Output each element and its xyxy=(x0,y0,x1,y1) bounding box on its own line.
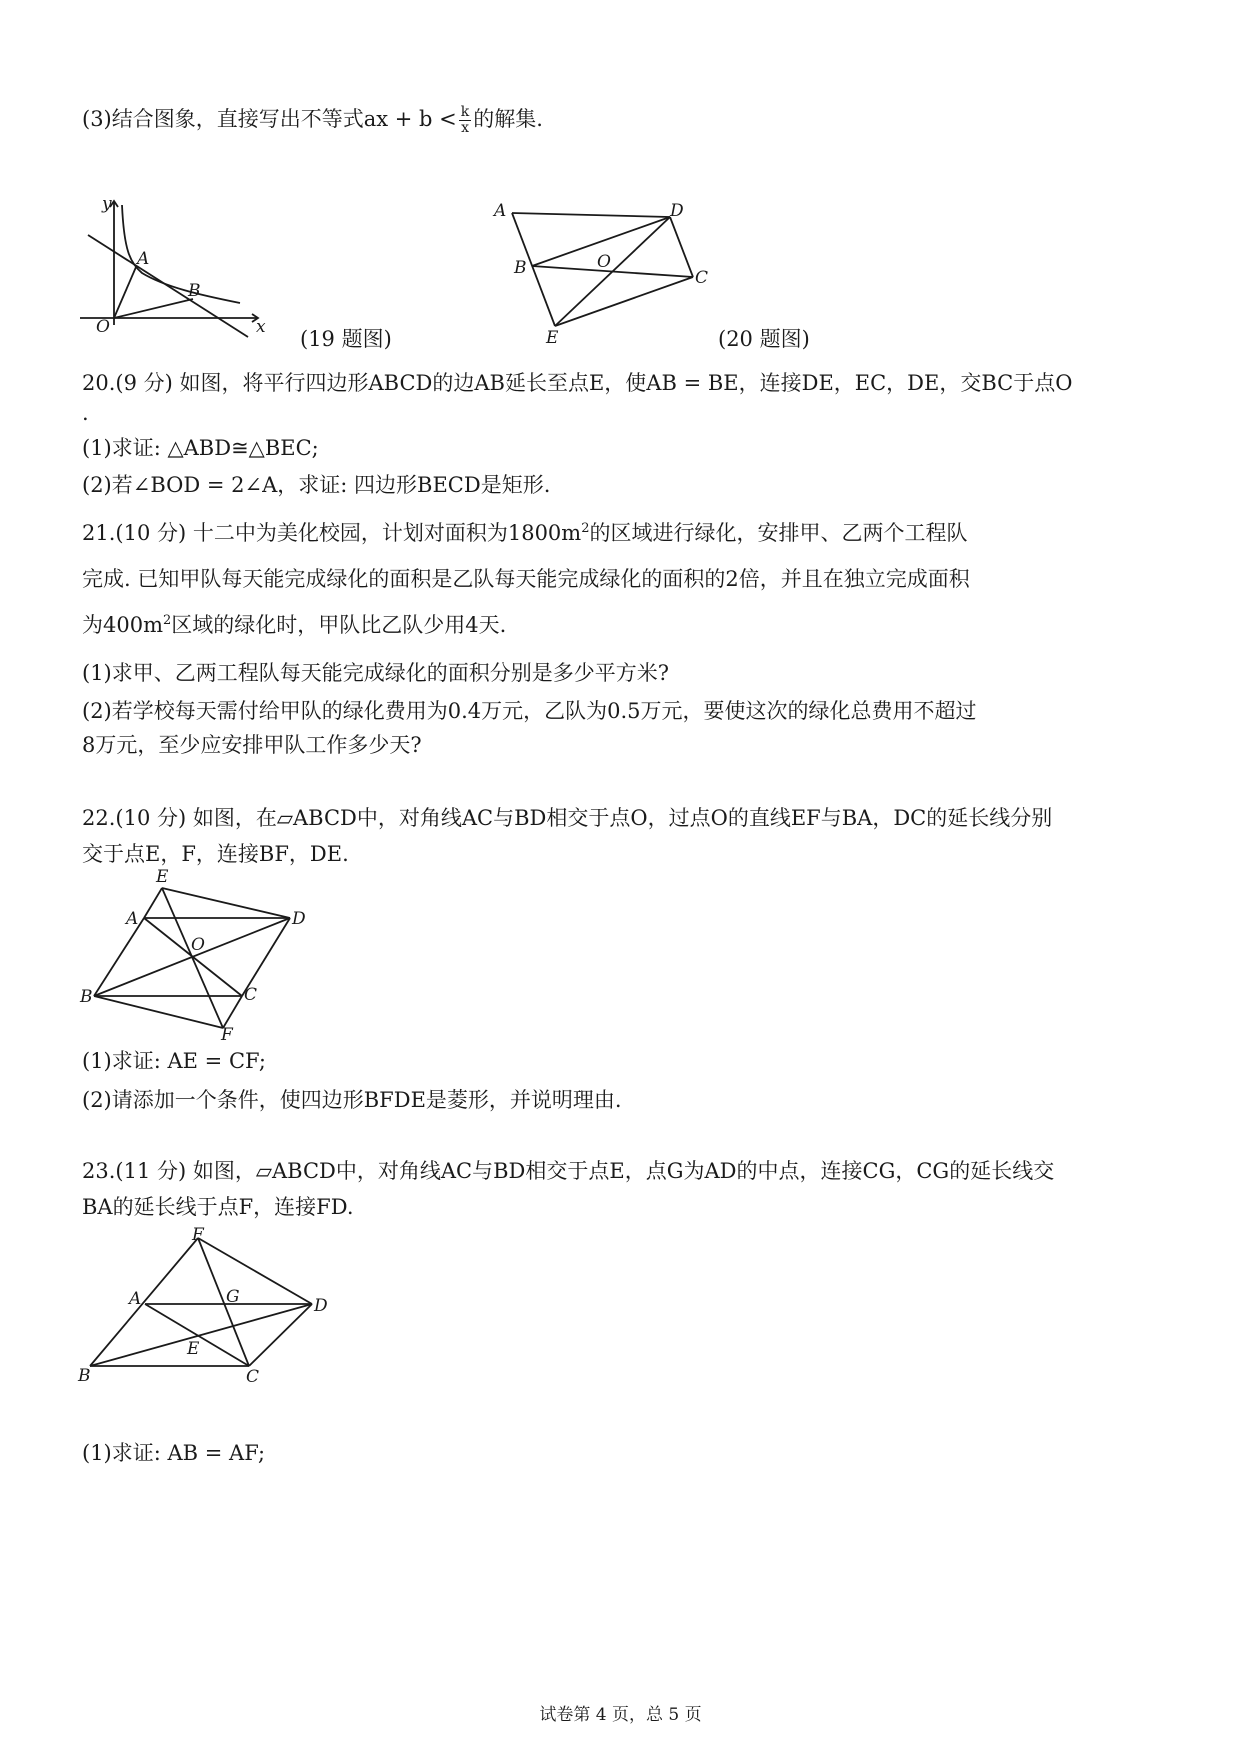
label-c: C xyxy=(244,985,258,1005)
segment-d-e xyxy=(555,217,670,326)
q20-header-cont: . xyxy=(82,401,89,425)
segment-b-d xyxy=(94,918,290,996)
q20-header: 20.(9 分) 如图，将平行四边形ABCD的边AB延长至点E，使AB = BE，连接DE，EC，DE，交BC于点O xyxy=(82,371,1073,395)
q21-line2: 完成. 已知甲队每天能完成绿化的面积是乙队每天能完成绿化的面积的2倍，并且在独立完成面积 xyxy=(82,567,970,591)
q19-part3-after: 的解集. xyxy=(473,107,543,131)
label-d: D xyxy=(314,1296,328,1316)
label-b: B xyxy=(80,987,93,1007)
segment-f-d xyxy=(198,1238,312,1304)
q20-figure-caption: (20 题图) xyxy=(718,327,810,351)
label-c: C xyxy=(246,1367,260,1387)
label-e: E xyxy=(546,328,559,348)
segment-b-f xyxy=(94,996,223,1028)
q21-line1 xyxy=(82,518,968,548)
label-c: C xyxy=(695,268,709,288)
label-f: F xyxy=(192,1225,204,1245)
label-b: B xyxy=(514,258,527,278)
q21-line1-a: 21.(10 分) 十二中为美化校园，计划对面积为1800m xyxy=(82,521,582,545)
segment-c-f xyxy=(223,996,242,1028)
label-y: y xyxy=(102,194,112,214)
k-over-x-fraction xyxy=(459,105,471,136)
q21-part1: (1)求甲、乙两工程队每天能完成绿化的面积分别是多少平方米? xyxy=(82,661,670,685)
q21-line1-b: 的区域进行绿化，安排甲、乙两个工程队 xyxy=(589,521,968,545)
q23-line2: BA的延长线于点F，连接FD. xyxy=(82,1195,354,1219)
q22-part1: (1)求证: AE = CF; xyxy=(82,1049,266,1073)
segment-o-b xyxy=(114,299,193,318)
segment-o-a xyxy=(114,267,136,318)
q19-part3-before: (3)结合图象，直接写出不等式ax + b < xyxy=(82,107,457,131)
label-d: D xyxy=(670,201,684,221)
segment-a-b xyxy=(94,918,144,996)
label-f: F xyxy=(221,1025,233,1045)
label-d: D xyxy=(292,909,306,929)
label-a: A xyxy=(137,249,150,269)
label-a: A xyxy=(126,909,139,929)
q19-figure-caption: (19 题图) xyxy=(300,327,392,351)
segment-b-d xyxy=(90,1304,312,1366)
page-footer: 试卷第 4 页，总 5 页 xyxy=(539,1705,702,1725)
q20-figure xyxy=(490,198,720,348)
q23-line1: 23.(11 分) 如图，▱ABCD中，对角线AC与BD相交于点E，点G为AD的中点，连接CG，CG的延长线交 xyxy=(82,1159,1055,1183)
label-x: x xyxy=(256,317,266,337)
linear-function-line xyxy=(88,235,248,337)
q20-part1: (1)求证: △ABD≅△BEC; xyxy=(82,436,319,460)
segment-b-f xyxy=(90,1238,198,1366)
q22-line2: 交于点E，F，连接BF，DE. xyxy=(82,842,349,866)
label-a: A xyxy=(129,1289,142,1309)
label-g: G xyxy=(226,1287,240,1307)
label-o: O xyxy=(96,317,110,337)
q21-line3-a: 为400m xyxy=(82,613,163,637)
segment-a-d xyxy=(512,213,670,217)
label-b: B xyxy=(78,1366,91,1386)
q21-part2-a: (2)若学校每天需付给甲队的绿化费用为0.4万元，乙队为0.5万元，要使这次的绿化总费用不超过 xyxy=(82,699,977,723)
q20-part2: (2)若∠BOD = 2∠A，求证: 四边形BECD是矩形. xyxy=(82,473,551,497)
q21-part2-b: 8万元，至少应安排甲队工作多少天? xyxy=(82,733,422,757)
segment-d-e xyxy=(162,888,290,918)
label-o: O xyxy=(597,252,611,272)
label-e: E xyxy=(156,867,169,887)
label-e: E xyxy=(187,1339,200,1359)
q22-figure xyxy=(78,868,318,1043)
label-o: O xyxy=(191,935,205,955)
label-a: A xyxy=(494,201,507,221)
fraction-denominator: x xyxy=(461,120,469,136)
q22-part2: (2)请添加一个条件，使四边形BFDE是菱形，并说明理由. xyxy=(82,1088,622,1112)
q21-line1-sup: 2 xyxy=(581,521,590,536)
segment-d-c xyxy=(670,217,693,277)
fraction-numerator: k xyxy=(460,104,470,120)
q22-line1: 22.(10 分) 如图，在▱ABCD中，对角线AC与BD相交于点O，过点O的直线EF与BA，DC的延长线分别 xyxy=(82,806,1053,830)
segment-f-c xyxy=(198,1238,249,1366)
q19-figure xyxy=(80,195,270,335)
q19-part3 xyxy=(82,104,543,136)
label-b: B xyxy=(188,281,201,301)
q23-figure xyxy=(76,1225,346,1393)
q21-line3 xyxy=(82,610,506,640)
segment-e-c xyxy=(555,277,693,326)
q23-part1: (1)求证: AB = AF; xyxy=(82,1441,266,1465)
segment-e-a xyxy=(144,888,162,918)
q21-line3-b: 区域的绿化时，甲队比乙队少用4天. xyxy=(171,613,507,637)
q21-line3-sup: 2 xyxy=(163,613,172,628)
segment-e-f xyxy=(162,888,223,1028)
